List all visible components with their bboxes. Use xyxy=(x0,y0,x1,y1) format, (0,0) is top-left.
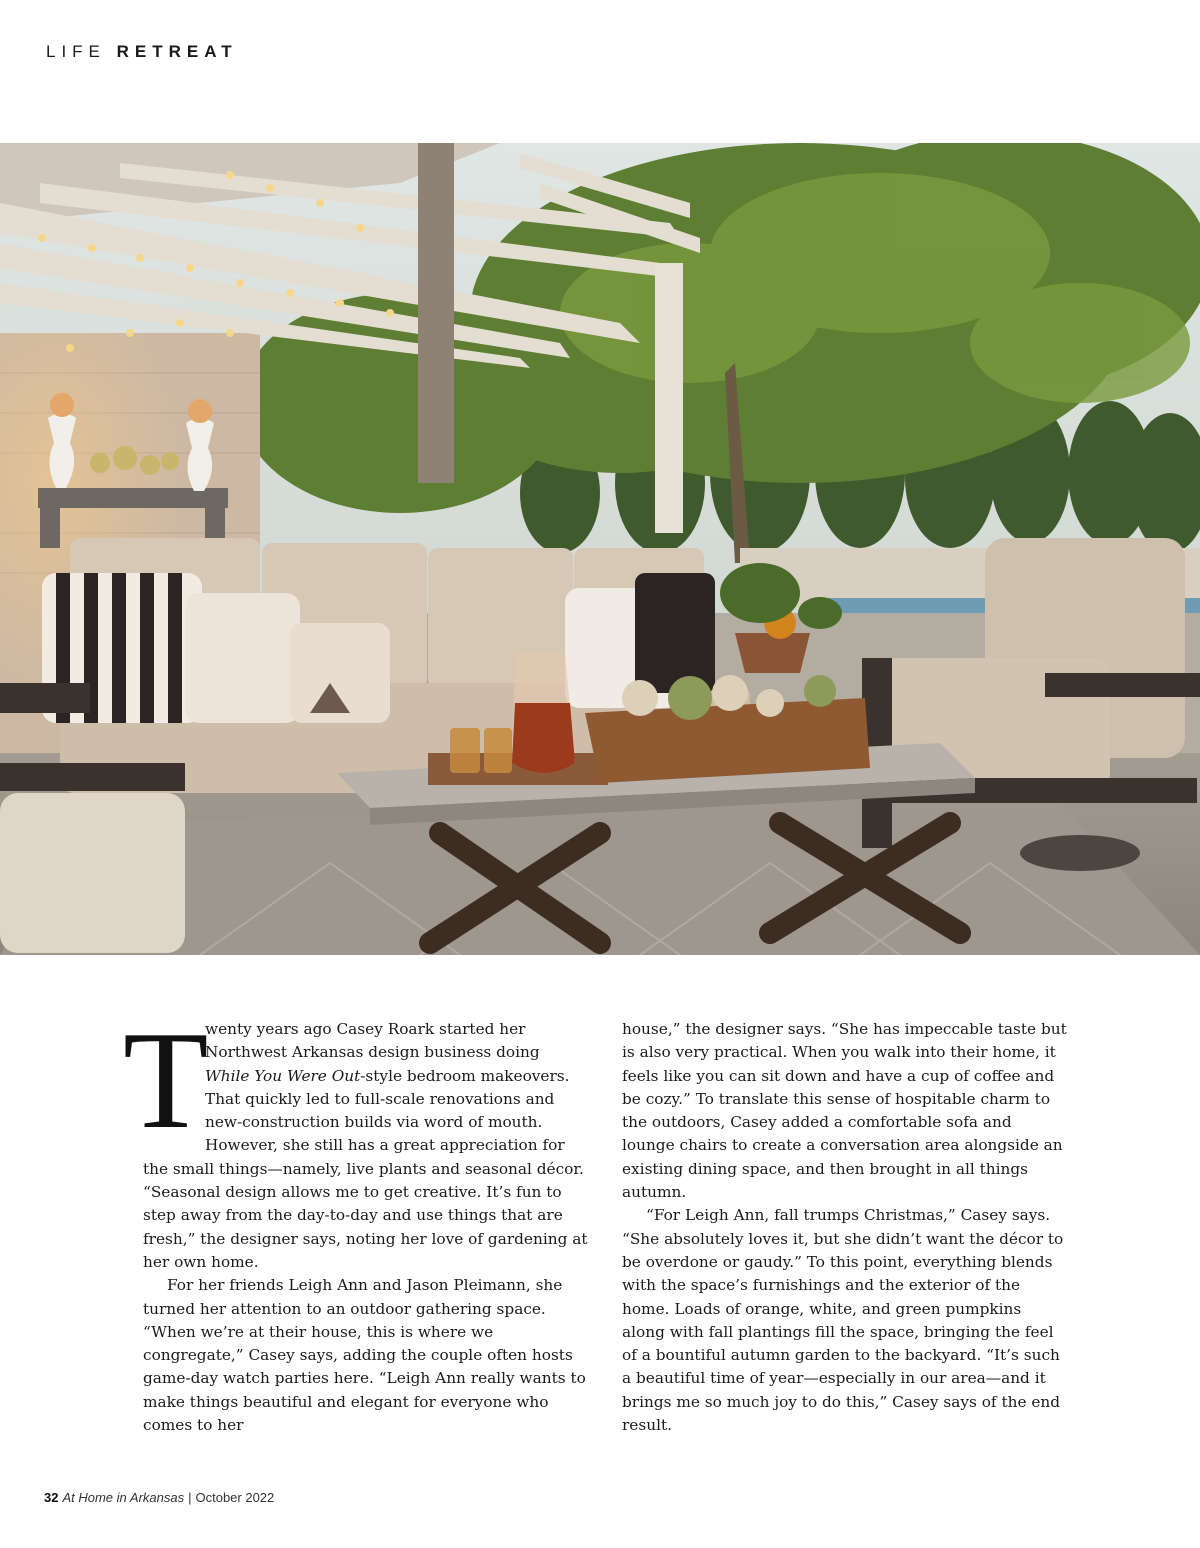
paragraph-1 xyxy=(123,1003,588,1274)
paragraph-3: house,” the designer says. “She has impeccable taste but is also very practical. When you walk into their home, it feels like you can sit down and have a cup of coffee and be cozy.” To translate this sense of hospitable charm to the outdoors, Casey added a comfortable sofa and lounge chairs to create a conversation area alongside an existing dining space, and then brought in all things autumn. xyxy=(622,1020,1067,1202)
folio xyxy=(44,1490,274,1505)
section-name: LIFE xyxy=(46,42,106,61)
paragraph-4: “For Leigh Ann, fall trumps Christmas,” Casey says. “She absolutely loves it, but she didn’t want the décor to be overdone or gaudy.” To this point, everything blends with the space’s furnishings and the exterior of the home. Loads of orange, white, and green pumpkins along with fall plantings fill the space, bringing the feel of a bountiful autumn garden to the backyard. “It’s such a beautiful time of year—especially in our area—and it brings me so much joy to do this,” Casey says of the end result. xyxy=(622,1206,1064,1435)
section-label xyxy=(46,42,238,62)
column-left xyxy=(123,1003,588,1437)
paragraph-1-lead: wenty years ago Casey Roark started her Northwest Arkansas design business doing xyxy=(205,1020,540,1062)
article-body xyxy=(123,1003,1067,1437)
paragraph-2: For her friends Leigh Ann and Jason Pleimann, she turned her attention to an outdoor gathering space. “When we’re at their house, this is where we congregate,” Casey says, adding the couple often hosts game-day watch parties here. “Leigh Ann really wants to make things beautiful and elegant for everyone who comes to her xyxy=(143,1276,586,1435)
magazine-name: At Home in Arkansas xyxy=(62,1490,185,1505)
paragraph-1-rest: -style bedroom makeovers. That quickly led to full-scale renovations and new-construction builds via word of mouth. However, she still has a great appreciation for the small things—namely, live plants and seasonal décor. “Seasonal design allows me to get creative. It’s fun to step away from the day-to-day and use things that are fresh,” the designer says, noting her love of gardening at her own home. xyxy=(143,1066,588,1271)
subsection-name: RETREAT xyxy=(116,42,238,61)
column-right xyxy=(622,1018,1067,1437)
drop-cap: T xyxy=(123,1003,209,1158)
folio-separator: | xyxy=(188,1490,192,1505)
issue-date: October 2022 xyxy=(195,1490,275,1505)
hero-photo xyxy=(0,143,1200,955)
page-number: 32 xyxy=(44,1490,59,1505)
show-title: While You Were Out xyxy=(205,1066,361,1085)
